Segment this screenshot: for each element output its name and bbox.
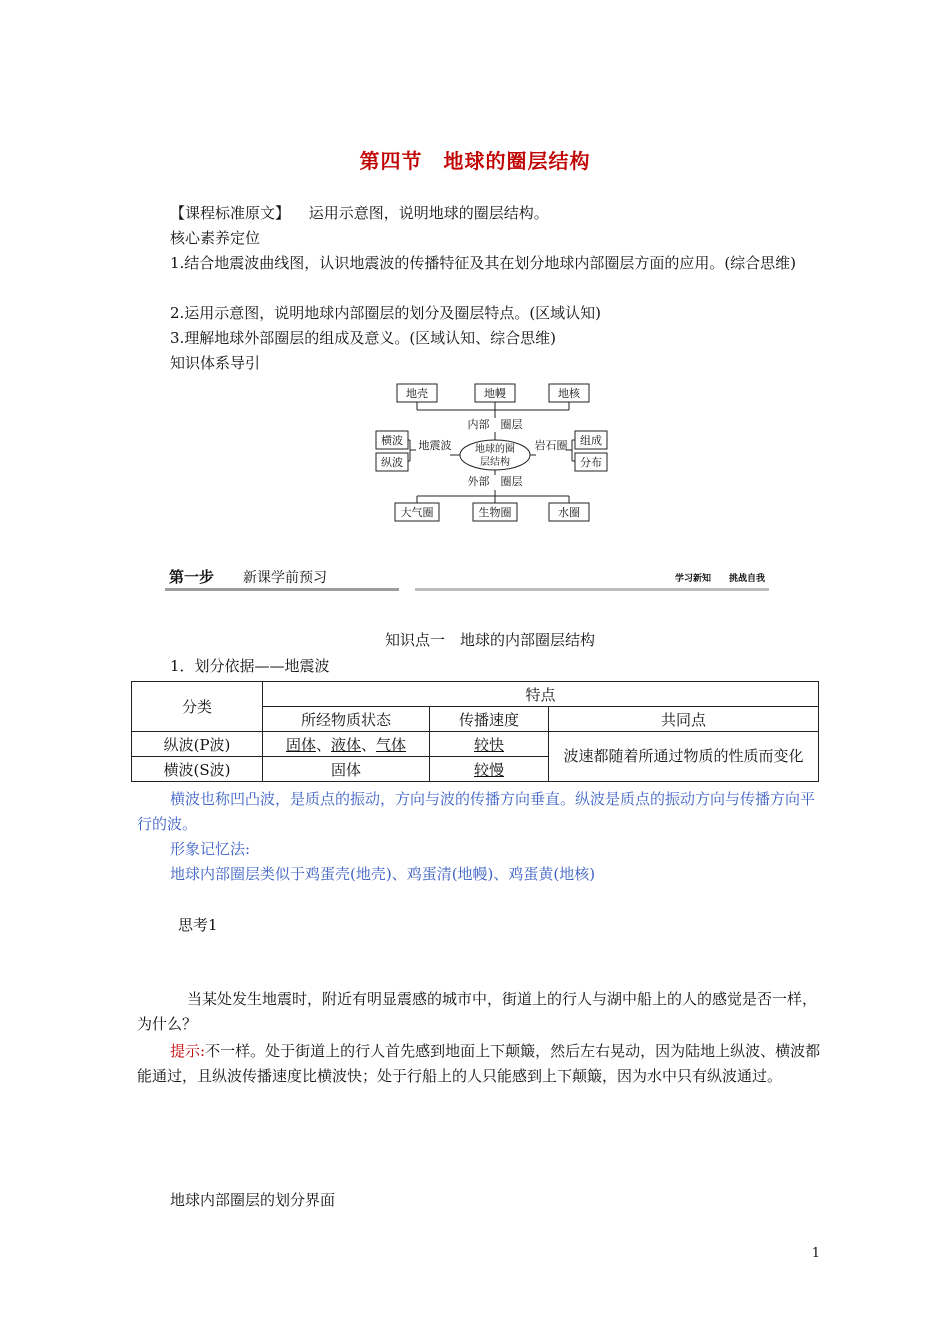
step-number: 第一步 [169, 568, 215, 586]
diagram-box-distribution: 分布 [580, 456, 602, 469]
row-p-wave-name: 纵波(P波) [132, 732, 263, 757]
memory-text: 地球内部圈层类似于鸡蛋壳(地壳)、鸡蛋清(地幔)、鸡蛋黄(地核) [170, 865, 596, 883]
row-p-wave-states: 固体、液体、气体 [263, 732, 430, 757]
wave-note: 横波也称凹凸波，是质点的振动，方向与波的传播方向垂直。纵波是质点的振动方向与传播方向平行的波。 [137, 790, 816, 833]
hint-label: 提示: [170, 1042, 206, 1060]
core-heading: 核心素养定位 [170, 229, 261, 247]
interface-heading: 地球内部圈层的划分界面 [170, 1191, 336, 1209]
table-row [132, 732, 819, 757]
state-solid: 固体 [285, 735, 316, 754]
step-banner [165, 566, 769, 592]
diagram-box-hydrosphere: 水圈 [558, 506, 580, 519]
diagram-box-s-wave: 横波 [381, 434, 403, 447]
diagram-box-core: 地核 [558, 387, 580, 400]
diagram-box-mantle: 地幔 [484, 387, 506, 400]
header-speed: 传播速度 [430, 707, 549, 732]
state-liquid: 液体 [330, 735, 361, 754]
division-basis: 1．划分依据——地震波 [170, 657, 330, 675]
step-title: 新课学前预习 [243, 570, 327, 586]
hint-paragraph [137, 1039, 821, 1089]
diagram-center-line2: 层结构 [480, 457, 510, 468]
common-feature: 波速都随着所通过物质的性质而变化 [549, 732, 819, 782]
standard-label: 【课程标准原文】 [170, 204, 291, 222]
think-question: 当某处发生地震时，附近有明显震感的城市中，街道上的行人与湖中船上的人的感觉是否一样，为什么？ [137, 990, 818, 1033]
diagram-box-p-wave: 纵波 [381, 456, 403, 469]
core-item-1: 1.结合地震波曲线图，认识地震波的传播特征及其在划分地球内部圈层方面的应用。(综合思维) [170, 254, 797, 272]
diagram-label-outer: 外部 圈层 [467, 475, 523, 488]
header-states: 所经物质状态 [263, 707, 430, 732]
knowledge-system-diagram [370, 378, 610, 523]
core-item-3: 3.理解地球外部圈层的组成及意义。(区域认知、综合思维) [170, 329, 557, 347]
row-p-wave-speed: 较快 [473, 735, 504, 754]
diagram-label-lithosphere: 岩石圈 [534, 439, 568, 452]
system-heading: 知识体系导引 [170, 354, 261, 372]
state-gas: 气体 [376, 735, 407, 754]
diagram-label-seismic: 地震波 [418, 439, 452, 452]
diagram-center-line1: 地球的圈 [475, 444, 515, 455]
knowledge-point-heading: 知识点一 地球的内部圈层结构 [384, 631, 595, 649]
step-underline-right [415, 588, 769, 591]
page-number: 1 [811, 1246, 820, 1261]
diagram-box-biosphere: 生物圈 [478, 506, 512, 519]
standard-text: 运用示意图，说明地球的圈层结构。 [308, 204, 549, 222]
row-s-wave-states: 固体 [263, 757, 430, 782]
row-s-wave-speed: 较慢 [473, 760, 504, 779]
header-common: 共同点 [549, 707, 819, 732]
header-features: 特点 [263, 682, 819, 707]
page-title: 第四节 地球的圈层结构 [359, 149, 591, 173]
diagram-box-composition: 组成 [580, 434, 602, 447]
memory-label: 形象记忆法: [170, 840, 251, 858]
header-class: 分类 [132, 682, 263, 732]
seismic-wave-table [131, 681, 819, 782]
step-underline [165, 588, 399, 591]
hint-text: 不一样。处于街道上的行人首先感到地面上下颠簸，然后左右晃动，因为陆地上纵波、横波都能通过，且纵波传播速度比横波快；处于行船上的人只能感到上下颠簸，因为水中只有纵波通过。 [137, 1042, 821, 1085]
step-slogan: 学习新知 挑战自我 [674, 574, 765, 584]
think-label: 思考1 [178, 916, 218, 934]
core-item-2: 2.运用示意图，说明地球内部圈层的划分及圈层特点。(区域认知) [170, 304, 602, 322]
diagram-box-crust: 地壳 [406, 387, 428, 400]
course-standard [170, 201, 549, 226]
row-s-wave-name: 横波(S波) [132, 757, 263, 782]
diagram-label-inner: 内部 圈层 [467, 418, 523, 431]
diagram-box-atmosphere: 大气圈 [400, 506, 434, 519]
